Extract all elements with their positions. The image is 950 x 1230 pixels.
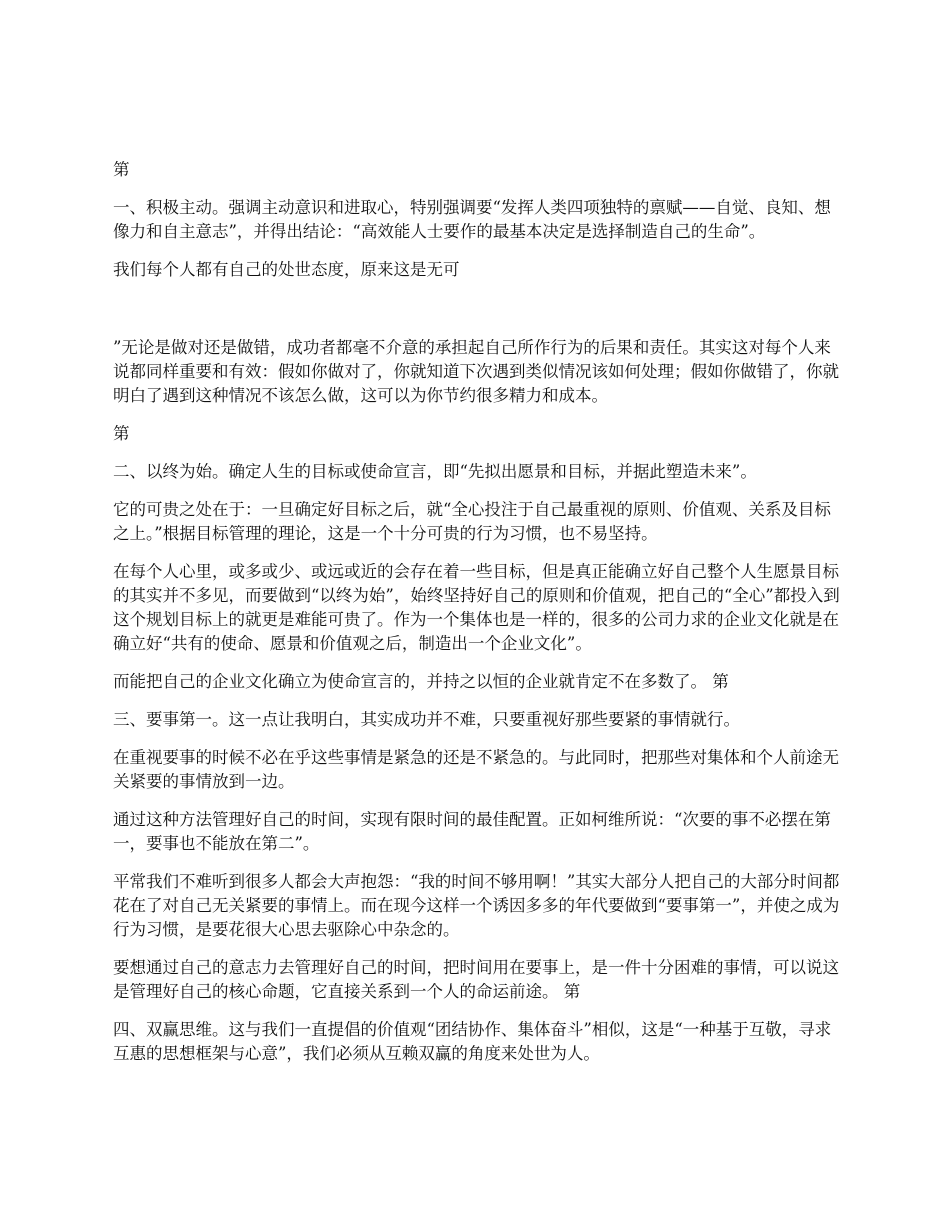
paragraph-proactive: 一、积极主动。强调主动意识和进取心，特别强调要“发挥人类四项独特的禀赋——自觉、良知、想像力和自主意志”，并得出结论：“高效能人士要作的最基本决定是选择制造自己的生命”。	[113, 198, 831, 241]
document-body	[113, 158, 843, 1080]
paragraph-urgent: 在重视要事的时候不必在乎这些事情是紧急的还是不紧急的。与此同时，把那些对集体和个人前途无关紧要的事情放到一边。	[113, 748, 839, 791]
paragraph-time-management: 通过这种方法管理好自己的时间，实现有限时间的最佳配置。正如柯维所说：“次要的事不必摆在第一，要事也不能放在第二”。	[113, 810, 831, 853]
paragraph-goals: 在每个人心里，或多或少、或远或近的会存在着一些目标，但是真正能确立好自己整个人生愿景目标的其实并不多见，而要做到“以终为始”，始终坚持好自己的原则和价值观，把自己的“全心”都投入到这个规划目标上的就更是难能可贵了。作为一个集体也是一样的，很多的公司力求的企业文化就是在确立好“共有的使命、愿景和价值观之后，制造出一个企业文化”。	[113, 562, 840, 653]
paragraph-heading-marker: 第	[113, 160, 130, 179]
blank-gap	[113, 296, 843, 336]
paragraph-mission: 而能把自己的企业文化确立为使命宣言的，并持之以恒的企业就肯定不在多数了。 第	[113, 672, 729, 691]
paragraph-willpower: 要想通过自己的意志力去管理好自己的时间，把时间用在要事上，是一件十分困难的事情，可以说这是管理好自己的核心命题，它直接关系到一个人的命运前途。 第	[113, 958, 839, 1001]
paragraph-heading-marker: 第	[113, 424, 130, 443]
paragraph-win-win: 四、双赢思维。这与我们一直提倡的价值观“团结协作、集体奋斗”相似，这是“一种基于互敬，寻求互惠的思想框架与心意”，我们必须从互赖双赢的角度来处世为人。	[113, 1020, 832, 1063]
paragraph-complaints: 平常我们不难听到很多人都会大声抱怨：“我的时间不够用啊！”其实大部分人把自己的大部分时间都花在了对自己无关紧要的事情上。而在现今这样一个诱因多多的年代要做到“要事第一”，并使之成为行为习惯，是要花很大心思去驱除心中杂念的。	[113, 872, 840, 939]
paragraph-value: 它的可贵之处在于：一旦确定好目标之后，就“全心投注于自己最重视的原则、价值观、关系及目标之上。”根据目标管理的理论，这是一个十分可贵的行为习惯，也不易坚持。	[113, 500, 831, 543]
paragraph-attitude: 我们每个人都有自己的处世态度，原来这是无可	[113, 260, 460, 279]
paragraph-begin-with-end: 二、以终为始。确定人生的目标或使命宣言，即“先拟出愿景和目标，并据此塑造未来”。	[113, 462, 757, 481]
paragraph-first-things-first: 三、要事第一。这一点让我明白，其实成功并不难，只要重视好那些要紧的事情就行。	[113, 710, 740, 729]
paragraph-responsibility: ”无论是做对还是做错，成功者都毫不介意的承担起自己所作行为的后果和责任。其实这对每个人来说都同样重要和有效：假如你做对了，你就知道下次遇到类似情况该如何处理；假如你做错了，你就明白了遇到这种情况不该怎么做，这可以为你节约很多精力和成本。	[113, 338, 839, 405]
